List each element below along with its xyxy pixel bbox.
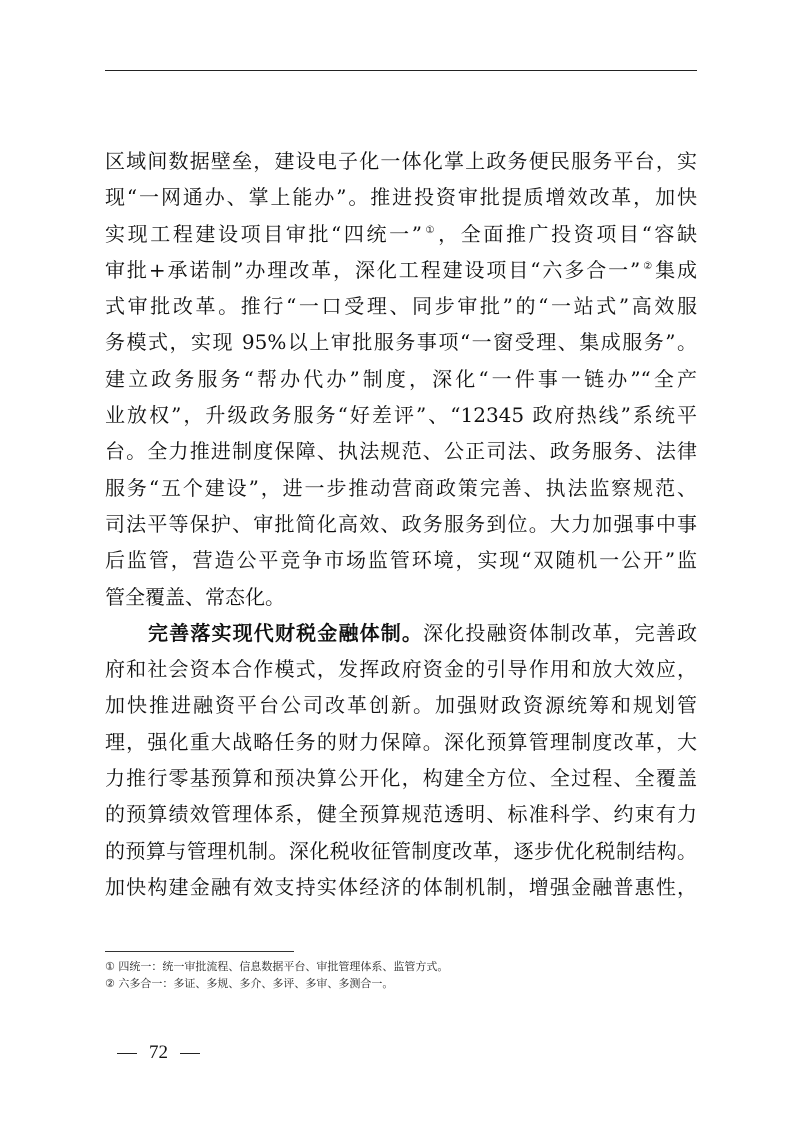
body-line [105, 143, 697, 179]
body-line [105, 869, 697, 905]
body-line [105, 506, 697, 542]
body-line-text: 实现工程建设项目审批“四统一” [105, 221, 422, 246]
body-line [105, 724, 697, 760]
body-line [105, 470, 697, 506]
body-line-text: 台。全力推进制度保障、执法规范、公正司法、政务服务、法律 [105, 439, 697, 464]
body-line [105, 615, 697, 651]
footnote: ② 六多合一：多证、多规、多介、多评、多审、多测合一。 [105, 977, 394, 990]
footnote-marker[interactable]: ② [641, 260, 655, 272]
body-line-text: 集成 [655, 257, 697, 282]
section-heading: 完善落实现代财税金融体制。 [148, 620, 424, 645]
body-line-text: 审批+承诺制”办理改革，深化工程建设项目“六多合一” [105, 257, 641, 282]
body-line [105, 179, 697, 215]
body-line [105, 361, 697, 397]
page-number-value: 72 [149, 1042, 168, 1063]
body-line-text: 管全覆盖、常态化。 [105, 584, 285, 609]
body-line-text: 服务“五个建设”，进一步推动营商政策完善、执法监察规范、 [105, 475, 697, 500]
body-line [105, 216, 697, 252]
page-number [117, 1041, 200, 1065]
body-line-text: 区域间数据壁垒，建设电子化一体化掌上政务便民服务平台，实 [105, 149, 697, 173]
body-line [105, 833, 697, 869]
body-line-text: 加快推进融资平台公司改革创新。加强财政资源统筹和规划管 [105, 693, 697, 718]
body-line-text: ，全面推广投资项目“容缺 [438, 221, 697, 246]
body-line [105, 324, 697, 360]
body-line [105, 796, 697, 832]
body-line [105, 433, 697, 469]
body-line-text: 的预算绩效管理体系，健全预算规范透明、标准科学、约束有力 [105, 802, 697, 827]
header-rule [105, 70, 697, 71]
body-line-text: 司法平等保护、审批简化高效、政务服务到位。大力加强事中事 [105, 511, 697, 536]
body-line [105, 397, 697, 433]
footnote: ① 四统一：统一审批流程、信息数据平台、审批管理体系、监管方式。 [105, 960, 449, 973]
body-line-text: 务模式，实现 95%以上审批服务事项“一窗受理、集成服务”。 [105, 330, 697, 355]
body-line-text: 理，强化重大战略任务的财力保障。深化预算管理制度改革，大 [105, 729, 697, 754]
body-line-text: 的预算与管理机制。深化税收征管制度改革，逐步优化税制结构。 [105, 838, 697, 863]
body-line-text: 式审批改革。推行“一口受理、同步审批”的“一站式”高效服 [105, 294, 697, 319]
footnote-rule [105, 951, 294, 952]
body-text [105, 143, 697, 905]
footnotes [105, 958, 697, 992]
body-line [105, 288, 697, 324]
body-line-text: 现“一网通办、掌上能办”。推进投资审批提质增效改革，加快 [105, 185, 697, 210]
body-line-text: 加快构建金融有效支持实体经济的体制机制，增强金融普惠性， [105, 874, 697, 899]
body-line-text: 业放权”，升级政务服务“好差评”、“12345 政府热线”系统平 [105, 403, 697, 428]
body-line-text: 深化投融资体制改革，完善政 [423, 620, 697, 645]
body-line [105, 687, 697, 723]
body-line [105, 542, 697, 578]
body-line-text: 府和社会资本合作模式，发挥政府资金的引导作用和放大效应， [105, 657, 697, 682]
page-number-right-dash [180, 1053, 200, 1054]
body-line [105, 760, 697, 796]
body-line [105, 579, 697, 615]
body-line-text: 后监管，营造公平竞争市场监管环境，实现“双随机一公开”监 [105, 548, 697, 573]
body-line [105, 651, 697, 687]
body-line-text: 力推行零基预算和预决算公开化，构建全方位、全过程、全覆盖 [105, 766, 697, 791]
body-line [105, 252, 697, 288]
body-line-text: 建立政务服务“帮办代办”制度，深化“一件事一链办”“全产 [105, 366, 697, 391]
page-number-left-dash [117, 1053, 137, 1054]
footnote-marker[interactable]: ① [422, 224, 438, 236]
